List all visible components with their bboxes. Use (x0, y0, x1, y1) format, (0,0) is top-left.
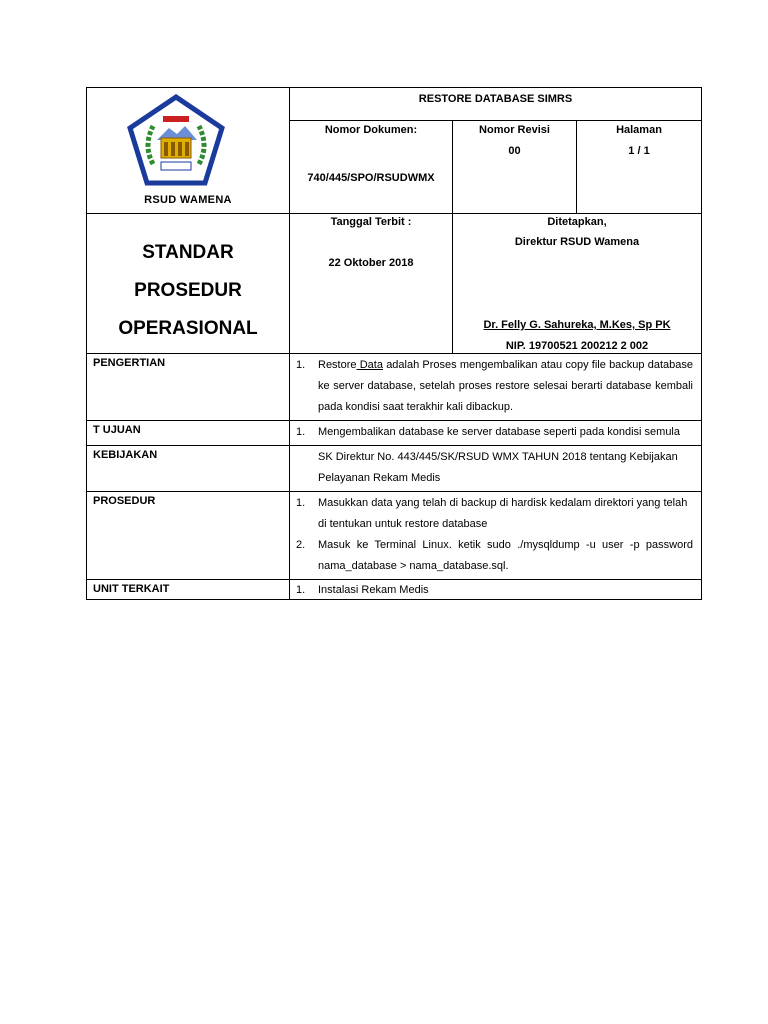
logo-cell (87, 88, 290, 214)
sop-title-line1: STANDAR (142, 242, 234, 263)
nomor-revisi-cell (453, 121, 577, 214)
tujuan-content (290, 421, 702, 446)
item-number: 2. (296, 539, 306, 551)
kebijakan-content (290, 446, 702, 492)
sop-title-cell (87, 214, 290, 354)
item-number: 1. (296, 497, 306, 509)
nomor-dokumen-value: 740/445/SPO/RSUDWMX (307, 172, 435, 184)
pengertian-label: PENGERTIAN (87, 354, 290, 421)
tanggal-terbit-label: Tanggal Terbit : (330, 216, 412, 228)
tujuan-text: Mengembalikan database ke server database seperti pada kondisi semula (318, 426, 680, 438)
nomor-dokumen-label: Nomor Dokumen: (324, 124, 418, 136)
jabatan: Direktur RSUD Wamena (514, 236, 640, 248)
nomor-revisi-value: 00 (508, 145, 521, 157)
prosedur-content (290, 492, 702, 580)
signatory-nip: NIP. 19700521 200212 2 002 (505, 340, 649, 352)
unit-terkait-label: UNIT TERKAIT (87, 580, 290, 600)
sop-title-line3: OPERASIONAL (118, 318, 258, 339)
list-item (296, 493, 693, 535)
document-title: RESTORE DATABASE SIMRS (290, 88, 702, 121)
nomor-dokumen-cell (290, 121, 453, 214)
sop-title (87, 234, 289, 348)
kebijakan-text: SK Direktur No. 443/445/SK/RSUD WMX TAHUN 2018 tentang Kebijakan Pelayanan Rekam Medis (318, 451, 678, 484)
prosedur-step-2: Masuk ke Terminal Linux. ketik sudo ./mysqldump -u user -p password nama_database > nama_database.sql. (318, 539, 693, 572)
pengertian-content (290, 354, 702, 421)
sop-title-line2: PROSEDUR (134, 280, 242, 301)
ditetapkan-label: Ditetapkan, (547, 216, 607, 228)
item-number: 1. (296, 426, 306, 438)
tujuan-label: T UJUAN (87, 421, 290, 446)
halaman-cell (577, 121, 702, 214)
prosedur-label: PROSEDUR (87, 492, 290, 580)
halaman-value: 1 / 1 (628, 145, 650, 157)
prosedur-step-1: Masukkan data yang telah di backup di hardisk kedalam direktori yang telah di tentukan untuk restore database (318, 497, 688, 530)
tanggal-terbit-cell (290, 214, 453, 354)
list-item (296, 581, 693, 599)
org-name: RSUD WAMENA (144, 194, 232, 206)
rsud-wamena-emblem-icon (127, 94, 225, 186)
halaman-label: Halaman (616, 124, 662, 136)
item-number: 1. (296, 584, 306, 596)
sop-document-table (86, 87, 702, 600)
unit-terkait-text: Instalasi Rekam Medis (318, 584, 429, 596)
pengertian-text: Restore Data adalah Proses mengembalikan atau copy file backup database ke server database, setelah proses restore selesai berarti database kembali pada kondisi saat terakhir kali dibackup. (318, 359, 694, 413)
signatory-name: Dr. Felly G. Sahureka, M.Kes, Sp PK (483, 319, 671, 331)
ditetapkan-cell (453, 214, 702, 354)
kebijakan-label: KEBIJAKAN (87, 446, 290, 492)
list-item (296, 535, 693, 577)
list-item (296, 355, 693, 418)
nomor-revisi-label: Nomor Revisi (479, 124, 550, 136)
unit-terkait-content (290, 580, 702, 600)
list-item (296, 422, 693, 443)
tanggal-terbit-value: 22 Oktober 2018 (328, 257, 414, 269)
item-number: 1. (296, 359, 306, 371)
